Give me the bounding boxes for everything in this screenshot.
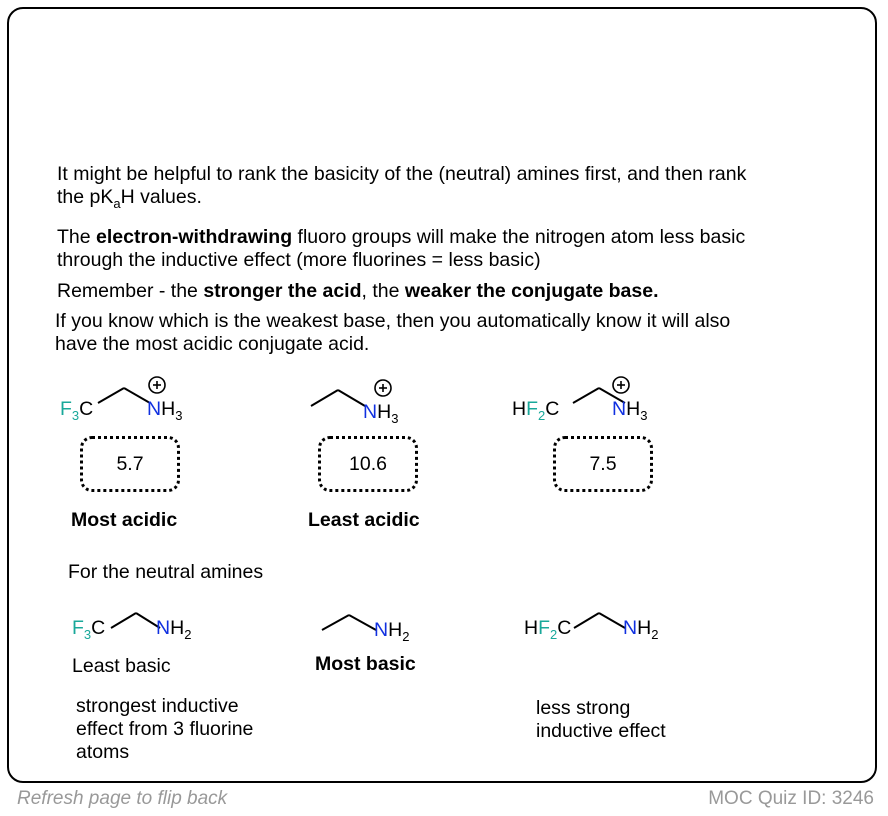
quiz-id: MOC Quiz ID: 3246 [708, 788, 874, 809]
amine-3-formula-left: $HF_2C$ [524, 617, 572, 642]
amine-3-nh2: $NH_2$ [623, 617, 659, 642]
nitrogen-atom: N [147, 398, 162, 420]
ammonium-1-formula-left: $F_3C$ [60, 398, 94, 423]
ammonium-3-nh3: $NH_3$ [612, 398, 648, 423]
most-acidic-label: Most acidic [71, 509, 178, 531]
nitrogen-atom: N [374, 619, 389, 641]
neutral-amines-heading: For the neutral amines [68, 561, 264, 583]
nitrogen-atom: N [156, 617, 171, 639]
hint-paragraph: It might be helpful to rank the basicity of the (neutral) amines first, and then rank the $pK_aH$ values. [57, 163, 747, 211]
fluorine-atom: F [526, 398, 539, 420]
pka-box-3: 7.5 [553, 436, 653, 492]
fluorine-atom: F [60, 398, 72, 420]
nitrogen-atom: N [363, 401, 378, 423]
ammonium-1-nh3: $NH_3$ [147, 398, 183, 423]
fluorine-atom: F [538, 617, 551, 639]
fluorine-atom: F [72, 617, 84, 639]
pka-box-1: 5.7 [80, 436, 180, 492]
least-basic-label: Least basic [72, 655, 171, 677]
nitrogen-atom: N [623, 617, 638, 639]
amine-1-nh2: $NH_2$ [156, 617, 192, 642]
inductive-paragraph: The electron-withdrawing fluoro groups will make the nitrogen atom less basic through the inductive effect (more fluorines = less basic) [57, 226, 746, 271]
amine-1-note: strongest inductive effect from 3 fluorine atoms [76, 695, 254, 763]
amine-1-formula-left: $F_3C$ [72, 617, 106, 642]
refresh-hint[interactable]: Refresh page to flip back [17, 788, 228, 809]
least-acidic-label: Least acidic [308, 509, 420, 531]
amine-2-nh2: $NH_2$ [374, 619, 410, 644]
pka-box-2: 10.6 [318, 436, 418, 492]
nitrogen-atom: N [612, 398, 627, 420]
remember-paragraph: Remember - the stronger the acid, the weaker the conjugate base. [57, 280, 659, 302]
ammonium-2-nh3: $NH_3$ [363, 401, 399, 426]
ammonium-3-formula-left: $HF_2C$ [512, 398, 560, 423]
weakest-base-paragraph: If you know which is the weakest base, then you automatically know it will also have the most acidic conjugate acid. [55, 310, 731, 355]
amine-3-note: less strong inductive effect [536, 697, 666, 742]
most-basic-label: Most basic [315, 653, 416, 675]
